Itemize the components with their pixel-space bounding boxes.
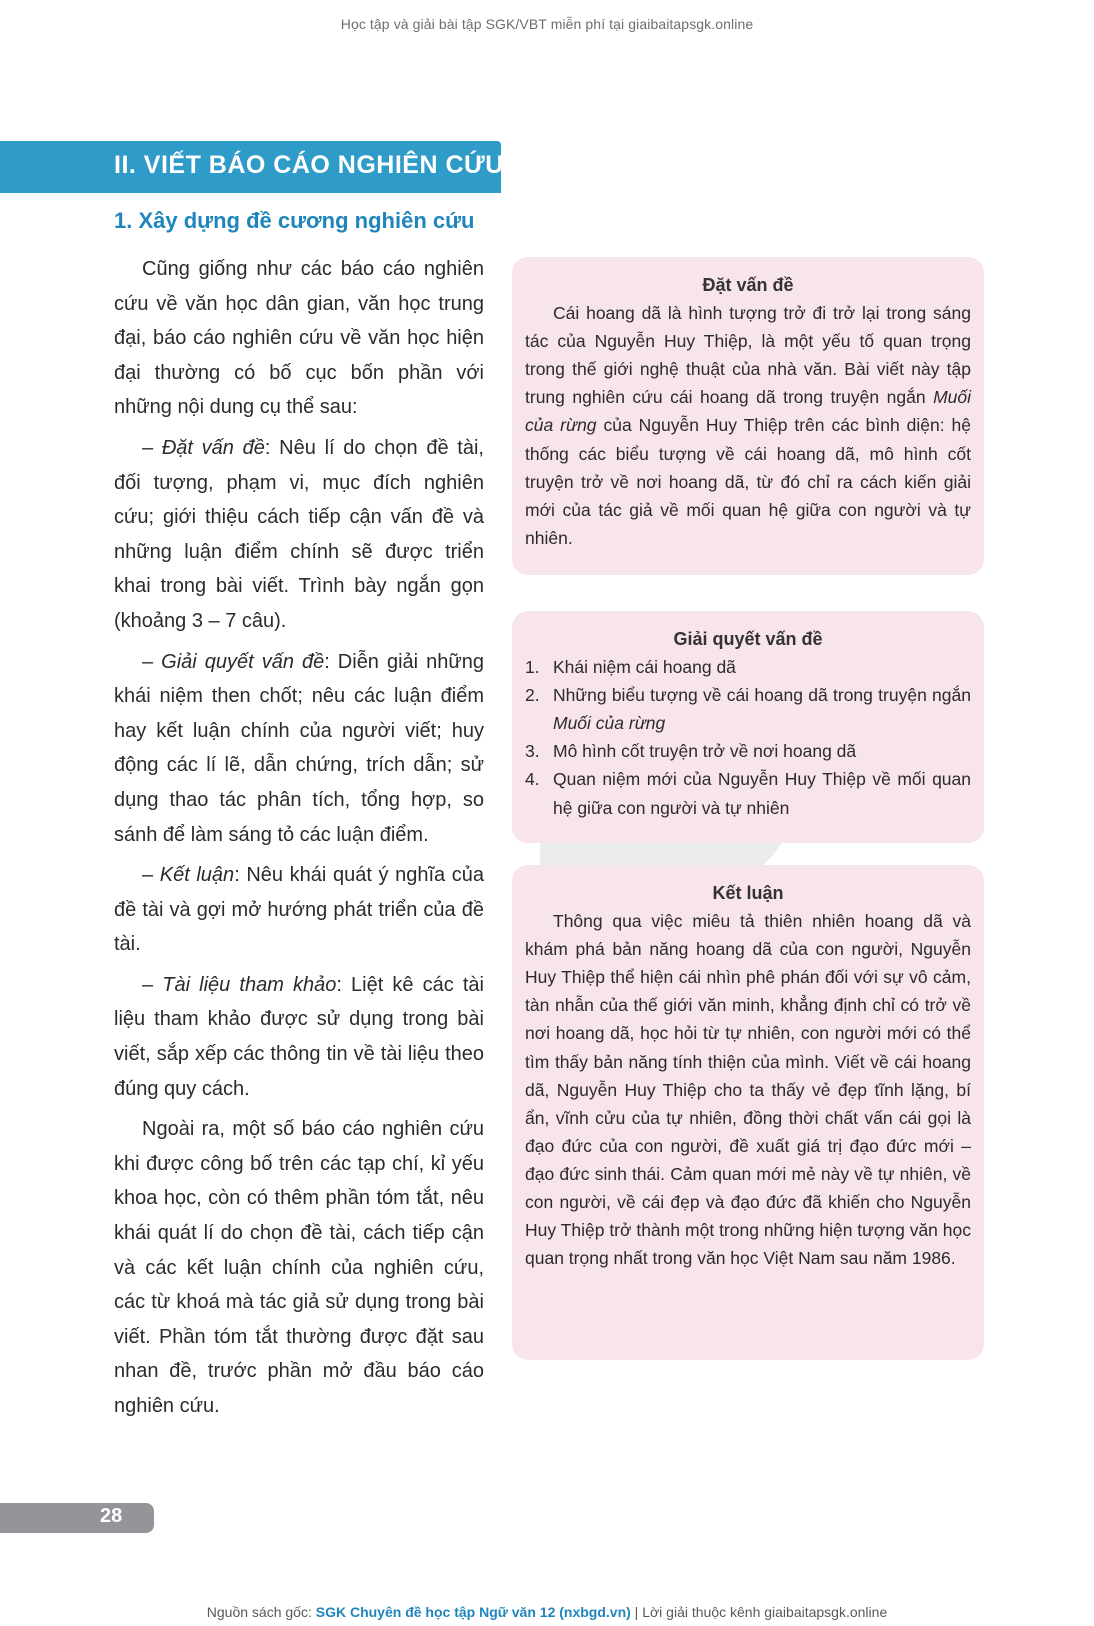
page-number: 28 [100, 1505, 123, 1527]
item-ket-luan: – Kết luận: Nêu khái quát ý nghĩa của đề tài và gợi mở hướng phát triển của đề tài. [114, 864, 484, 956]
label-dat-van-de: Đặt vấn đề [161, 436, 265, 459]
box-title: Kết luận [712, 883, 784, 903]
box-title: Giải quyết vấn đề [673, 629, 823, 649]
footer: Nguồn sách gốc: SGK Chuyên đề học tập Ngữ văn 12 (nxbgd.vn) | Lời giải thuộc kênh giaibaitapsgk.online [206, 1604, 888, 1620]
list-item: 1. Khái niệm cái hoang dã [525, 657, 736, 678]
top-banner: Học tập và giải bài tập SGK/VBT miễn phí tại giaibaitapsgk.online [340, 16, 754, 32]
list-item: 2. Những biểu tượng về cái hoang dã trong truyện ngắn Muối của rừng [525, 685, 971, 734]
sub-heading: 1. Xây dựng đề cương nghiên cứu [114, 208, 475, 233]
item-tai-lieu-tham-khao: – Tài liệu tham khảo: Liệt kê các tài liệu tham khảo được sử dụng trong bài viết, sắp xếp các thông tin về tài liệu theo đúng quy cách. [114, 973, 484, 1100]
box-dat-van-de [512, 257, 984, 575]
left-column [114, 252, 484, 1430]
item-dat-van-de: – Đặt vấn đề: Nêu lí do chọn đề tài, đối tượng, phạm vi, mục đích nghiên cứu; giới thiệu cách tiếp cận vấn đề và những luận điểm chính sẽ được triển khai trong bài viết. Trình bày ngắn gọn (khoảng 3 – 7 câu). [114, 436, 484, 632]
section-title: II. VIẾT BÁO CÁO NGHIÊN CỨU [114, 151, 504, 179]
box-text: Cái hoang dã là hình tượng trở đi trở lại trong sáng tác của Nguyễn Huy Thiệp, là một yếu tố quan trọng trong thế giới nghệ thuật của nhà văn. Bài viết này tập trung nghiên cứu cái hoang dã trong truyện ngắn Muối của rừng của Nguyễn Huy Thiệp trên các bình diện: hệ thống các biểu tượng về cái hoang dã, mô hình cốt truyện trở về nơi hoang dã, từ đó chỉ ra cách kiến giải mới của tác giả về mối quan hệ giữa con người và tự nhiên. [525, 303, 971, 548]
summary-paragraph: Ngoài ra, một số báo cáo nghiên cứu khi được công bố trên các tạp chí, kỉ yếu khoa học, còn có thêm phần tóm tắt, nêu khái quát lí do chọn đề tài, cách tiếp cận và các kết luận chính của nghiên cứu, các từ khoá mà tác giả sử dụng trong bài viết. Phần tóm tắt thường được đặt sau nhan đề, trước phần mở đầu báo cáo nghiên cứu. [114, 1118, 484, 1417]
item-giai-quyet-van-de: – Giải quyết vấn đề: Diễn giải những khái niệm then chốt; nêu các luận điểm hay kết luận chính của người viết; huy động các lí lẽ, dẫn chứng, trích dẫn; sử dụng thao tác phân tích, tổng hợp, so sánh để làm sáng tỏ các luận điểm. [114, 650, 484, 846]
list-item: 4. Quan niệm mới của Nguyễn Huy Thiệp về mối quan hệ giữa con người và tự nhiên [525, 769, 971, 818]
label-giai-quyet-van-de: Giải quyết vấn đề [161, 650, 325, 673]
box-giai-quyet-van-de [512, 611, 984, 843]
label-tai-lieu-tham-khao: Tài liệu tham khảo [162, 973, 337, 996]
page-number-tab [0, 1503, 154, 1533]
box-text: Thông qua việc miêu tả thiên nhiên hoang dã và khám phá bản năng hoang dã của con người, Nguyễn Huy Thiệp thể hiện cái nhìn phê phán đối với sự vô cảm, tàn nhẫn của thế giới văn minh, khẳng định chỉ có trở về nơi hoang dã, học hỏi từ tự nhiên, con người mới có thể tìm thấy bản năng tính thiện của mình. Viết về cái hoang dã, Nguyễn Huy Thiệp cho ta thấy vẻ đẹp tĩnh lặng, bí ẩn, vĩnh cửu của tự nhiên, đồng thời chất vấn cái gọi là đạo đức của con người, đề xuất giá trị đạo đức mới – đạo đức sinh thái. Cảm quan mới mẻ này về tự nhiên, về con người, về cái đẹp và đạo đức đã khiến cho Nguyễn Huy Thiệp trở thành một trong những hiện tượng văn học quan trọng nhất trong văn học Việt Nam sau năm 1986. [525, 911, 971, 1269]
box-title: Đặt vấn đề [702, 275, 794, 295]
label-ket-luan: Kết luận [159, 864, 235, 887]
source-link[interactable]: SGK Chuyên đề học tập Ngữ văn 12 (nxbgd.vn) [315, 1604, 631, 1620]
outline-list [525, 653, 971, 822]
box-ket-luan [512, 865, 984, 1360]
intro-paragraph: Cũng giống như các báo cáo nghiên cứu về văn học dân gian, văn học trung đại, báo cáo nghiên cứu về văn học hiện đại thường có bố cục bốn phần với những nội dung cụ thể sau: [114, 258, 484, 419]
list-item: 3. Mô hình cốt truyện trở về nơi hoang dã [525, 741, 857, 762]
